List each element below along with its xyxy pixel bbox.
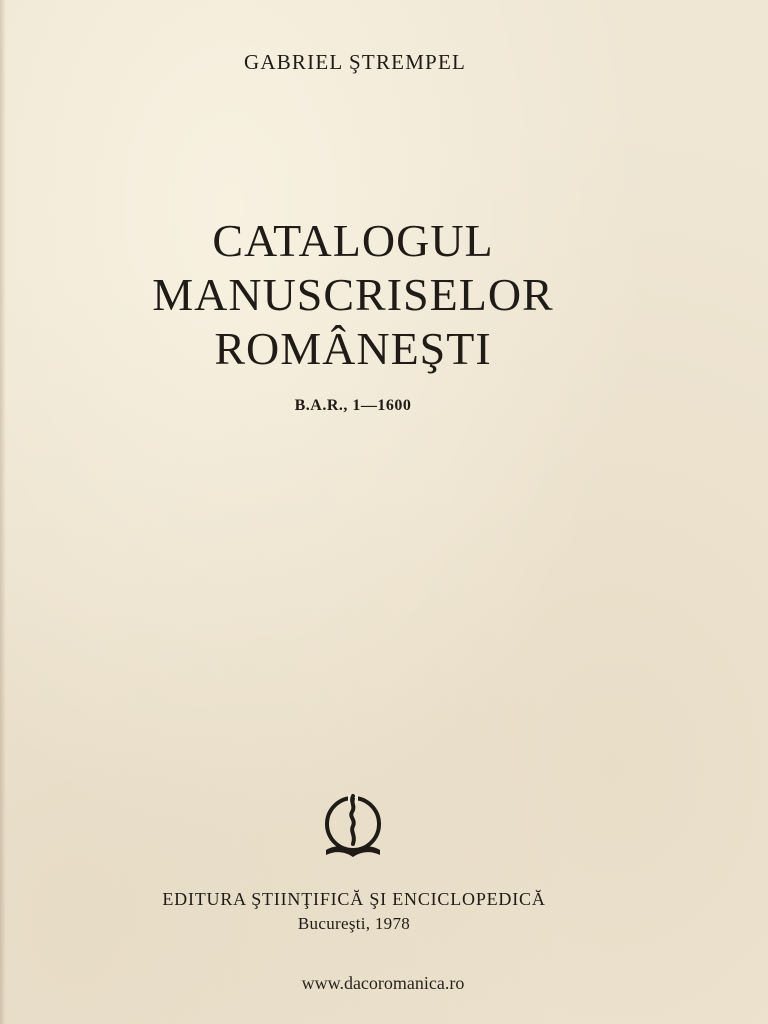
publication-place-year: Bucureşti, 1978: [297, 914, 411, 933]
book-title: [0, 214, 706, 376]
page-edge-shadow: [0, 0, 6, 1024]
publisher-logo-icon: [320, 792, 386, 862]
title-line-3: ROMÂNEŞTI: [214, 323, 492, 374]
title-line-1: CATALOGUL: [212, 215, 494, 266]
website-url: www.dacoromanica.ro: [301, 973, 465, 993]
publisher-name: EDITURA ŞTIINŢIFICĂ ŞI ENCICLOPEDICĂ: [162, 889, 546, 909]
author-name: GABRIEL ŞTREMPEL: [243, 50, 466, 74]
title-line-2: MANUSCRISELOR: [152, 269, 554, 320]
book-subtitle: B.A.R., 1—1600: [294, 397, 412, 414]
